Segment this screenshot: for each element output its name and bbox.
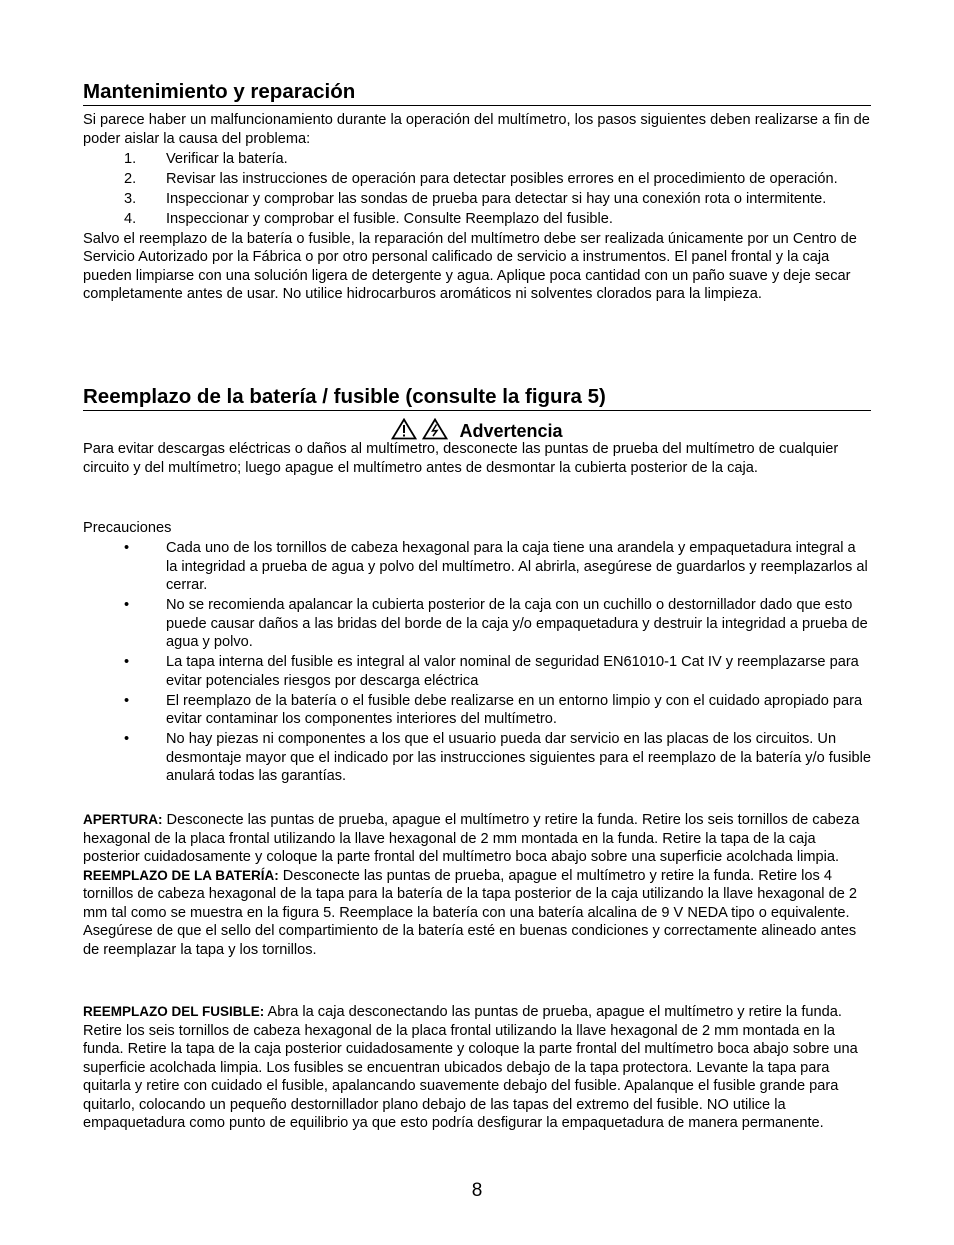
warning-section xyxy=(83,440,871,477)
fuse-paragraph xyxy=(83,1003,871,1133)
opening-label: APERTURA: xyxy=(83,812,163,827)
warning-label: Advertencia xyxy=(459,421,563,441)
list-item: 4. Inspeccionar y comprobar el fusible. Consulte Reemplazo del fusible. xyxy=(124,210,613,227)
list-item: 1. Verificar la batería. xyxy=(124,150,288,167)
maintenance-section xyxy=(83,111,871,304)
maintenance-steps xyxy=(83,150,871,229)
maintenance-heading: Mantenimiento y reparación xyxy=(83,80,871,106)
list-item: • Cada uno de los tornillos de cabeza hexagonal para la caja tiene una arandela y empaquetadura integral a la integridad a prueba de agua y polvo del multímetro. Al abrirla, asegúrese de guardarlos y reemplazarlos al cerrar. xyxy=(124,540,868,593)
list-item: 2. Revisar las instrucciones de operación para detectar posibles errores en el procedimiento de operación. xyxy=(124,170,838,187)
battery-paragraph xyxy=(83,867,871,960)
fuse-text: Abra la caja desconectando las puntas de prueba, apague el multímetro y retire la funda. Retire los seis tornillos de cabeza hexagonal de la placa frontal utilizando la llave hexagonal de 2 mm montada en la funda. Retire la tapa de la caja posterior cuidadosamente y coloque la parte frontal del multímetro boca abajo sobre una superficie acolchada limpia. Los fusibles se encuentran ubicados debajo de la tapa protectora. Levante la tapa para quitarla y retire con cuidado el fusible, apalancando suavemente debajo del fusible. Apalanque el fusible grande para quitarlo, colocando un pequeño destornillador plano debajo de las tapas del extremo del fusible. NO utilice la empaquetadura como punto de equilibrio ya que esto podría desfigurar la empaquetadura de manera permanente. xyxy=(83,1004,858,1131)
list-item: • No hay piezas ni componentes a los que el usuario pueda dar servicio en las placas de los circuitos. Un desmontaje mayor que el indicado por las instrucciones siguientes para el reemplazo de la batería y/o fusible anulará todas las garantías. xyxy=(124,731,871,784)
maintenance-intro: Si parece haber un malfuncionamiento durante la operación del multímetro, los pasos siguientes deben realizarse a fin de poder aislar la causa del problema: xyxy=(83,112,870,147)
opening-section xyxy=(83,811,871,959)
warning-triangle-icon xyxy=(391,418,417,440)
list-item: • El reemplazo de la batería o el fusible debe realizarse en un entorno limpio y con el cuidado apropiado para evitar contaminar los componentes interiores del multímetro. xyxy=(124,692,863,727)
replacement-heading: Reemplazo de la batería / fusible (consulte la figura 5) xyxy=(83,385,871,411)
maintenance-closing: Salvo el reemplazo de la batería o fusible, la reparación del multímetro debe ser realizada únicamente por un Centro de Servicio Autorizado por la Fábrica o por otro personal calificado de servicio a instrumentos. El panel frontal y la caja pueden limpiarse con una solución ligera de detergente y agua. Aplique poca cantidad con un paño suave y deje secar completamente antes de usar. No utilice hidrocarburos aromáticos ni solventes clorados para la limpieza. xyxy=(83,230,857,302)
list-item: • La tapa interna del fusible es integral al valor nominal de seguridad EN61010-1 Cat IV y reemplazarse para evitar potenciales riesgos por descarga eléctrica xyxy=(124,654,859,689)
list-item: 3. Inspeccionar y comprobar las sondas de prueba para detectar si hay una conexión rota o intermitente. xyxy=(124,190,827,207)
warning-text: Para evitar descargas eléctricas o daños al multímetro, desconecte las puntas de prueba del multímetro de cualquier circuito y del multímetro; luego apague el multímetro antes de desmontar la cubierta posterior de la caja. xyxy=(83,441,839,476)
opening-paragraph xyxy=(83,811,871,867)
precautions-list xyxy=(83,539,871,786)
fuse-label: REEMPLAZO DEL FUSIBLE: xyxy=(83,1004,265,1019)
list-item: • No se recomienda apalancar la cubierta posterior de la caja con un cuchillo o destornillador dado que esto puede causar daños a las bridas del borde de la caja y/o empaquetadura y destruir la integridad a prueba de agua y polvo. xyxy=(124,597,868,650)
opening-text: Desconecte las puntas de prueba, apague el multímetro y retire la funda. Retire los seis tornillos de cabeza hexagonal de la placa frontal utilizando la llave hexagonal de 2 mm montada en la funda. Retire la tapa de la caja posterior cuidadosamente y coloque la parte frontal del multímetro boca abajo sobre una superficie acolchada limpia. xyxy=(83,812,860,865)
page-number: 8 xyxy=(471,1180,483,1201)
battery-text: Desconecte las puntas de prueba, apague el multímetro y retire la funda. Retire los 4 tornillos de cabeza hexagonal de la tapa para la batería de la tapa posterior de la caja utilizando la llave hexagonal de 2 mm tal como se muestra en la figura 5. Reemplace la batería con una batería alcalina de 9 V NEDA tipo o equivalente. Asegúrese de que el sello del compartimiento de la batería esté en buenas condiciones y correctamente alineado antes de reemplazar la tapa y los tornillos. xyxy=(83,867,858,958)
precautions-label: Precauciones xyxy=(83,520,172,536)
fuse-section xyxy=(83,1003,871,1133)
precautions-section xyxy=(83,519,871,787)
battery-label: REEMPLAZO DE LA BATERÍA: xyxy=(83,867,279,883)
electric-shock-triangle-icon xyxy=(422,418,448,440)
